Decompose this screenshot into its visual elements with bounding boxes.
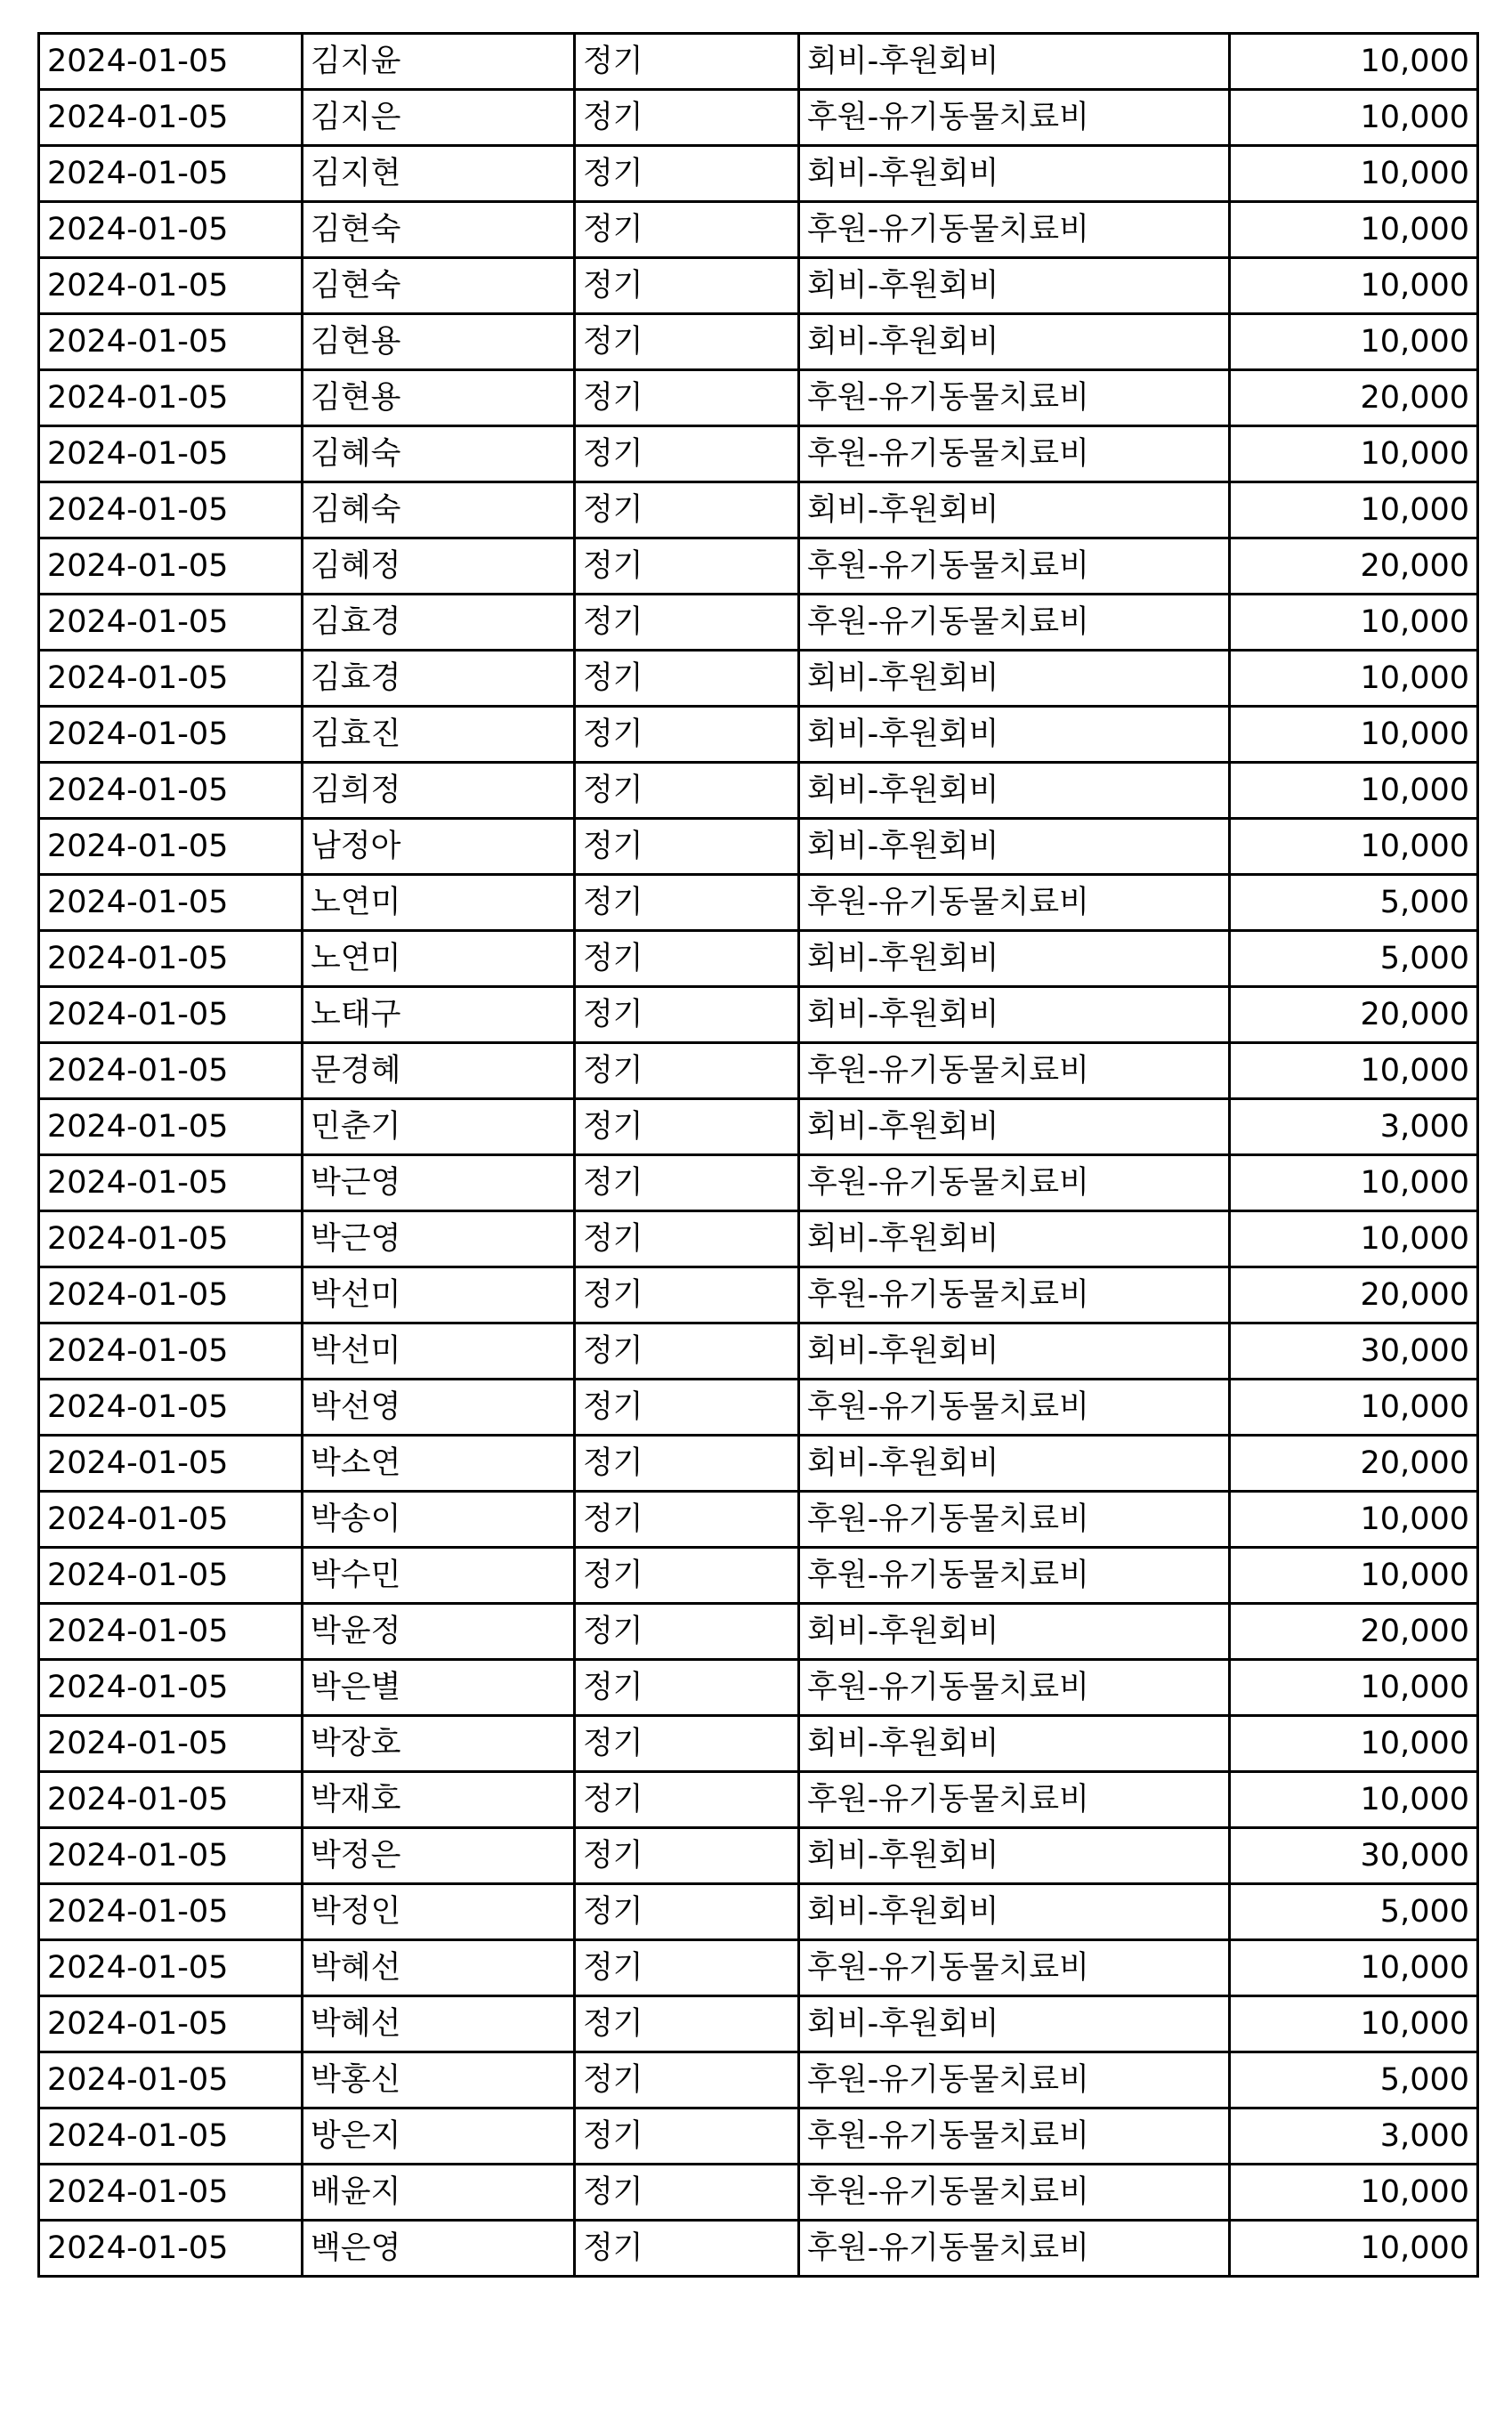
category-cell: 후원-유기동물치료비 bbox=[799, 538, 1230, 595]
donor-name-cell: 박근영 bbox=[303, 1211, 575, 1267]
table-row bbox=[39, 146, 1478, 202]
amount-cell: 10,000 bbox=[1230, 90, 1478, 146]
donor-name-cell: 박재호 bbox=[303, 1772, 575, 1828]
date-cell: 2024-01-05 bbox=[39, 34, 303, 90]
table-row bbox=[39, 426, 1478, 482]
table-row bbox=[39, 1267, 1478, 1323]
payment-type-cell: 정기 bbox=[575, 1155, 799, 1211]
donor-name-cell: 김현용 bbox=[303, 314, 575, 370]
donor-name-cell: 박수민 bbox=[303, 1548, 575, 1604]
date-cell: 2024-01-05 bbox=[39, 2221, 303, 2277]
donor-name-cell: 박근영 bbox=[303, 1155, 575, 1211]
payment-type-cell: 정기 bbox=[575, 987, 799, 1043]
date-cell: 2024-01-05 bbox=[39, 90, 303, 146]
donor-name-cell: 박윤정 bbox=[303, 1604, 575, 1660]
payment-type-cell: 정기 bbox=[575, 2108, 799, 2165]
category-cell: 후원-유기동물치료비 bbox=[799, 1155, 1230, 1211]
category-cell: 후원-유기동물치료비 bbox=[799, 90, 1230, 146]
table-row bbox=[39, 370, 1478, 426]
category-cell: 회비-후원회비 bbox=[799, 987, 1230, 1043]
table-row bbox=[39, 1548, 1478, 1604]
category-cell: 회비-후원회비 bbox=[799, 314, 1230, 370]
table-row bbox=[39, 595, 1478, 651]
category-cell: 회비-후원회비 bbox=[799, 482, 1230, 538]
amount-cell: 10,000 bbox=[1230, 1996, 1478, 2052]
table-row bbox=[39, 1940, 1478, 1996]
date-cell: 2024-01-05 bbox=[39, 595, 303, 651]
donation-ledger-table bbox=[37, 32, 1479, 2278]
category-cell: 후원-유기동물치료비 bbox=[799, 426, 1230, 482]
donor-name-cell: 남정아 bbox=[303, 819, 575, 875]
category-cell: 후원-유기동물치료비 bbox=[799, 370, 1230, 426]
date-cell: 2024-01-05 bbox=[39, 1323, 303, 1380]
table-row bbox=[39, 1604, 1478, 1660]
amount-cell: 10,000 bbox=[1230, 2165, 1478, 2221]
amount-cell: 10,000 bbox=[1230, 1211, 1478, 1267]
donor-name-cell: 노태구 bbox=[303, 987, 575, 1043]
payment-type-cell: 정기 bbox=[575, 1323, 799, 1380]
amount-cell: 10,000 bbox=[1230, 1940, 1478, 1996]
table-row bbox=[39, 707, 1478, 763]
payment-type-cell: 정기 bbox=[575, 1828, 799, 1884]
date-cell: 2024-01-05 bbox=[39, 1267, 303, 1323]
table-row bbox=[39, 651, 1478, 707]
date-cell: 2024-01-05 bbox=[39, 370, 303, 426]
category-cell: 회비-후원회비 bbox=[799, 707, 1230, 763]
payment-type-cell: 정기 bbox=[575, 34, 799, 90]
category-cell: 후원-유기동물치료비 bbox=[799, 875, 1230, 931]
donor-name-cell: 박소연 bbox=[303, 1436, 575, 1492]
table-row bbox=[39, 538, 1478, 595]
date-cell: 2024-01-05 bbox=[39, 875, 303, 931]
date-cell: 2024-01-05 bbox=[39, 1380, 303, 1436]
amount-cell: 10,000 bbox=[1230, 1716, 1478, 1772]
payment-type-cell: 정기 bbox=[575, 1660, 799, 1716]
category-cell: 회비-후원회비 bbox=[799, 931, 1230, 987]
date-cell: 2024-01-05 bbox=[39, 1436, 303, 1492]
payment-type-cell: 정기 bbox=[575, 1772, 799, 1828]
amount-cell: 20,000 bbox=[1230, 1604, 1478, 1660]
donor-name-cell: 김효진 bbox=[303, 707, 575, 763]
donor-name-cell: 박장호 bbox=[303, 1716, 575, 1772]
donor-name-cell: 김지은 bbox=[303, 90, 575, 146]
category-cell: 회비-후원회비 bbox=[799, 1996, 1230, 2052]
date-cell: 2024-01-05 bbox=[39, 819, 303, 875]
category-cell: 후원-유기동물치료비 bbox=[799, 1492, 1230, 1548]
date-cell: 2024-01-05 bbox=[39, 1940, 303, 1996]
payment-type-cell: 정기 bbox=[575, 1940, 799, 1996]
payment-type-cell: 정기 bbox=[575, 426, 799, 482]
donor-name-cell: 박홍신 bbox=[303, 2052, 575, 2108]
table-row bbox=[39, 1211, 1478, 1267]
date-cell: 2024-01-05 bbox=[39, 1155, 303, 1211]
donor-name-cell: 민춘기 bbox=[303, 1099, 575, 1155]
category-cell: 후원-유기동물치료비 bbox=[799, 2221, 1230, 2277]
amount-cell: 20,000 bbox=[1230, 538, 1478, 595]
date-cell: 2024-01-05 bbox=[39, 651, 303, 707]
payment-type-cell: 정기 bbox=[575, 707, 799, 763]
table-row bbox=[39, 1380, 1478, 1436]
date-cell: 2024-01-05 bbox=[39, 538, 303, 595]
amount-cell: 10,000 bbox=[1230, 202, 1478, 258]
date-cell: 2024-01-05 bbox=[39, 1211, 303, 1267]
date-cell: 2024-01-05 bbox=[39, 1884, 303, 1940]
donor-name-cell: 박은별 bbox=[303, 1660, 575, 1716]
donor-name-cell: 박정인 bbox=[303, 1884, 575, 1940]
category-cell: 회비-후원회비 bbox=[799, 763, 1230, 819]
amount-cell: 30,000 bbox=[1230, 1323, 1478, 1380]
amount-cell: 5,000 bbox=[1230, 1884, 1478, 1940]
table-row bbox=[39, 875, 1478, 931]
table-row bbox=[39, 1660, 1478, 1716]
date-cell: 2024-01-05 bbox=[39, 1604, 303, 1660]
table-row bbox=[39, 314, 1478, 370]
date-cell: 2024-01-05 bbox=[39, 1660, 303, 1716]
payment-type-cell: 정기 bbox=[575, 1436, 799, 1492]
date-cell: 2024-01-05 bbox=[39, 426, 303, 482]
donor-name-cell: 김현숙 bbox=[303, 258, 575, 314]
donor-name-cell: 박송이 bbox=[303, 1492, 575, 1548]
payment-type-cell: 정기 bbox=[575, 2052, 799, 2108]
donor-name-cell: 방은지 bbox=[303, 2108, 575, 2165]
table-row bbox=[39, 1099, 1478, 1155]
date-cell: 2024-01-05 bbox=[39, 763, 303, 819]
table-row bbox=[39, 482, 1478, 538]
amount-cell: 5,000 bbox=[1230, 931, 1478, 987]
date-cell: 2024-01-05 bbox=[39, 2052, 303, 2108]
amount-cell: 3,000 bbox=[1230, 2108, 1478, 2165]
donor-name-cell: 박정은 bbox=[303, 1828, 575, 1884]
payment-type-cell: 정기 bbox=[575, 314, 799, 370]
payment-type-cell: 정기 bbox=[575, 763, 799, 819]
donor-name-cell: 김효경 bbox=[303, 651, 575, 707]
amount-cell: 10,000 bbox=[1230, 1380, 1478, 1436]
date-cell: 2024-01-05 bbox=[39, 987, 303, 1043]
donor-name-cell: 배윤지 bbox=[303, 2165, 575, 2221]
donor-name-cell: 백은영 bbox=[303, 2221, 575, 2277]
payment-type-cell: 정기 bbox=[575, 2165, 799, 2221]
table-row bbox=[39, 987, 1478, 1043]
payment-type-cell: 정기 bbox=[575, 1996, 799, 2052]
amount-cell: 10,000 bbox=[1230, 819, 1478, 875]
payment-type-cell: 정기 bbox=[575, 1716, 799, 1772]
category-cell: 후원-유기동물치료비 bbox=[799, 2052, 1230, 2108]
category-cell: 회비-후원회비 bbox=[799, 34, 1230, 90]
category-cell: 회비-후원회비 bbox=[799, 258, 1230, 314]
category-cell: 후원-유기동물치료비 bbox=[799, 1043, 1230, 1099]
ledger-table-body bbox=[39, 34, 1478, 2277]
table-row bbox=[39, 90, 1478, 146]
category-cell: 회비-후원회비 bbox=[799, 819, 1230, 875]
date-cell: 2024-01-05 bbox=[39, 202, 303, 258]
category-cell: 후원-유기동물치료비 bbox=[799, 202, 1230, 258]
category-cell: 후원-유기동물치료비 bbox=[799, 1940, 1230, 1996]
payment-type-cell: 정기 bbox=[575, 595, 799, 651]
amount-cell: 5,000 bbox=[1230, 2052, 1478, 2108]
amount-cell: 20,000 bbox=[1230, 370, 1478, 426]
table-row bbox=[39, 1828, 1478, 1884]
amount-cell: 10,000 bbox=[1230, 763, 1478, 819]
payment-type-cell: 정기 bbox=[575, 2221, 799, 2277]
donor-name-cell: 김혜숙 bbox=[303, 426, 575, 482]
amount-cell: 20,000 bbox=[1230, 1436, 1478, 1492]
date-cell: 2024-01-05 bbox=[39, 1099, 303, 1155]
table-row bbox=[39, 1716, 1478, 1772]
donor-name-cell: 박선영 bbox=[303, 1380, 575, 1436]
donor-name-cell: 김혜숙 bbox=[303, 482, 575, 538]
amount-cell: 10,000 bbox=[1230, 482, 1478, 538]
donor-name-cell: 박선미 bbox=[303, 1267, 575, 1323]
payment-type-cell: 정기 bbox=[575, 1884, 799, 1940]
payment-type-cell: 정기 bbox=[575, 931, 799, 987]
donor-name-cell: 문경혜 bbox=[303, 1043, 575, 1099]
category-cell: 회비-후원회비 bbox=[799, 1211, 1230, 1267]
category-cell: 후원-유기동물치료비 bbox=[799, 2165, 1230, 2221]
amount-cell: 5,000 bbox=[1230, 875, 1478, 931]
table-row bbox=[39, 2108, 1478, 2165]
table-row bbox=[39, 1996, 1478, 2052]
donor-name-cell: 노연미 bbox=[303, 875, 575, 931]
table-row bbox=[39, 1492, 1478, 1548]
payment-type-cell: 정기 bbox=[575, 1043, 799, 1099]
amount-cell: 10,000 bbox=[1230, 707, 1478, 763]
amount-cell: 10,000 bbox=[1230, 258, 1478, 314]
category-cell: 후원-유기동물치료비 bbox=[799, 1267, 1230, 1323]
date-cell: 2024-01-05 bbox=[39, 931, 303, 987]
table-row bbox=[39, 1323, 1478, 1380]
donor-name-cell: 김지현 bbox=[303, 146, 575, 202]
date-cell: 2024-01-05 bbox=[39, 1492, 303, 1548]
date-cell: 2024-01-05 bbox=[39, 2165, 303, 2221]
date-cell: 2024-01-05 bbox=[39, 314, 303, 370]
date-cell: 2024-01-05 bbox=[39, 1772, 303, 1828]
table-row bbox=[39, 258, 1478, 314]
category-cell: 후원-유기동물치료비 bbox=[799, 2108, 1230, 2165]
amount-cell: 10,000 bbox=[1230, 426, 1478, 482]
amount-cell: 10,000 bbox=[1230, 1043, 1478, 1099]
category-cell: 회비-후원회비 bbox=[799, 1828, 1230, 1884]
amount-cell: 20,000 bbox=[1230, 1267, 1478, 1323]
date-cell: 2024-01-05 bbox=[39, 146, 303, 202]
table-row bbox=[39, 2221, 1478, 2277]
table-row bbox=[39, 1884, 1478, 1940]
date-cell: 2024-01-05 bbox=[39, 707, 303, 763]
category-cell: 회비-후원회비 bbox=[799, 1323, 1230, 1380]
date-cell: 2024-01-05 bbox=[39, 1043, 303, 1099]
amount-cell: 30,000 bbox=[1230, 1828, 1478, 1884]
amount-cell: 10,000 bbox=[1230, 1492, 1478, 1548]
payment-type-cell: 정기 bbox=[575, 202, 799, 258]
payment-type-cell: 정기 bbox=[575, 538, 799, 595]
table-row bbox=[39, 2052, 1478, 2108]
payment-type-cell: 정기 bbox=[575, 1267, 799, 1323]
category-cell: 회비-후원회비 bbox=[799, 1436, 1230, 1492]
payment-type-cell: 정기 bbox=[575, 1604, 799, 1660]
payment-type-cell: 정기 bbox=[575, 1548, 799, 1604]
table-row bbox=[39, 2165, 1478, 2221]
payment-type-cell: 정기 bbox=[575, 1380, 799, 1436]
table-row bbox=[39, 763, 1478, 819]
payment-type-cell: 정기 bbox=[575, 482, 799, 538]
date-cell: 2024-01-05 bbox=[39, 258, 303, 314]
payment-type-cell: 정기 bbox=[575, 90, 799, 146]
date-cell: 2024-01-05 bbox=[39, 1548, 303, 1604]
payment-type-cell: 정기 bbox=[575, 146, 799, 202]
payment-type-cell: 정기 bbox=[575, 258, 799, 314]
amount-cell: 10,000 bbox=[1230, 2221, 1478, 2277]
amount-cell: 10,000 bbox=[1230, 595, 1478, 651]
table-row bbox=[39, 819, 1478, 875]
category-cell: 후원-유기동물치료비 bbox=[799, 1660, 1230, 1716]
amount-cell: 10,000 bbox=[1230, 146, 1478, 202]
donor-name-cell: 김현숙 bbox=[303, 202, 575, 258]
category-cell: 후원-유기동물치료비 bbox=[799, 1548, 1230, 1604]
payment-type-cell: 정기 bbox=[575, 1492, 799, 1548]
table-row bbox=[39, 1772, 1478, 1828]
table-row bbox=[39, 931, 1478, 987]
table-row bbox=[39, 34, 1478, 90]
payment-type-cell: 정기 bbox=[575, 875, 799, 931]
amount-cell: 10,000 bbox=[1230, 651, 1478, 707]
amount-cell: 10,000 bbox=[1230, 314, 1478, 370]
amount-cell: 10,000 bbox=[1230, 1155, 1478, 1211]
amount-cell: 3,000 bbox=[1230, 1099, 1478, 1155]
amount-cell: 20,000 bbox=[1230, 987, 1478, 1043]
donor-name-cell: 김희정 bbox=[303, 763, 575, 819]
payment-type-cell: 정기 bbox=[575, 819, 799, 875]
payment-type-cell: 정기 bbox=[575, 370, 799, 426]
amount-cell: 10,000 bbox=[1230, 34, 1478, 90]
donor-name-cell: 김현용 bbox=[303, 370, 575, 426]
category-cell: 회비-후원회비 bbox=[799, 1716, 1230, 1772]
category-cell: 회비-후원회비 bbox=[799, 146, 1230, 202]
amount-cell: 10,000 bbox=[1230, 1660, 1478, 1716]
date-cell: 2024-01-05 bbox=[39, 1828, 303, 1884]
category-cell: 회비-후원회비 bbox=[799, 1884, 1230, 1940]
date-cell: 2024-01-05 bbox=[39, 482, 303, 538]
date-cell: 2024-01-05 bbox=[39, 2108, 303, 2165]
donor-name-cell: 박선미 bbox=[303, 1323, 575, 1380]
category-cell: 회비-후원회비 bbox=[799, 1604, 1230, 1660]
date-cell: 2024-01-05 bbox=[39, 1996, 303, 2052]
donor-name-cell: 김지윤 bbox=[303, 34, 575, 90]
payment-type-cell: 정기 bbox=[575, 651, 799, 707]
table-row bbox=[39, 1155, 1478, 1211]
payment-type-cell: 정기 bbox=[575, 1099, 799, 1155]
donor-name-cell: 김혜정 bbox=[303, 538, 575, 595]
donor-name-cell: 박혜선 bbox=[303, 1940, 575, 1996]
date-cell: 2024-01-05 bbox=[39, 1716, 303, 1772]
amount-cell: 10,000 bbox=[1230, 1772, 1478, 1828]
table-row bbox=[39, 1436, 1478, 1492]
category-cell: 후원-유기동물치료비 bbox=[799, 595, 1230, 651]
donor-name-cell: 노연미 bbox=[303, 931, 575, 987]
category-cell: 후원-유기동물치료비 bbox=[799, 1380, 1230, 1436]
category-cell: 회비-후원회비 bbox=[799, 651, 1230, 707]
table-row bbox=[39, 202, 1478, 258]
payment-type-cell: 정기 bbox=[575, 1211, 799, 1267]
donor-name-cell: 김효경 bbox=[303, 595, 575, 651]
donor-name-cell: 박혜선 bbox=[303, 1996, 575, 2052]
category-cell: 후원-유기동물치료비 bbox=[799, 1772, 1230, 1828]
amount-cell: 10,000 bbox=[1230, 1548, 1478, 1604]
category-cell: 회비-후원회비 bbox=[799, 1099, 1230, 1155]
table-row bbox=[39, 1043, 1478, 1099]
